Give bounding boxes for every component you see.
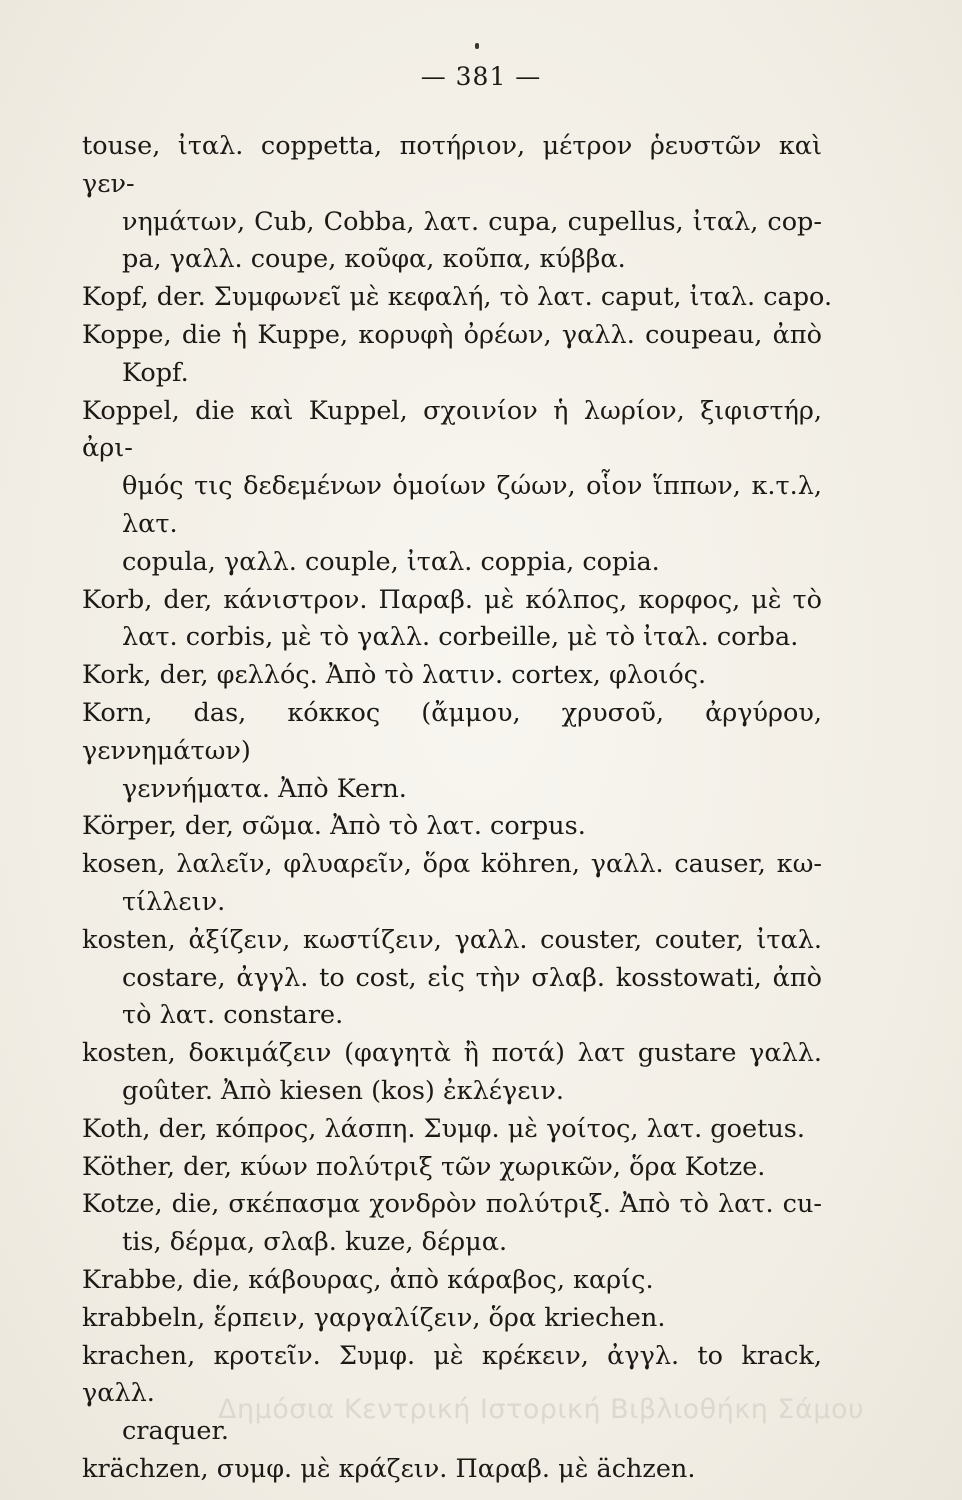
dictionary-entry [82,582,822,658]
entry-continuation: τὸ λατ. constare. [122,1000,344,1031]
entry-headline: Korb, der, κάνιστρον. Παραβ. μὲ κόλπος, κορφος, μὲ τὸ [82,584,822,615]
dictionary-entry [82,1300,822,1338]
entry-continuation: craquer. [122,1416,230,1447]
entry-headline: Kotze, die, σκέπασμα χονδρὸν πολύτριξ. Ἀπὸ τὸ λατ. cu- [82,1189,822,1220]
dictionary-entry [82,846,822,922]
dictionary-entry [82,1035,822,1111]
dictionary-entry [82,1451,822,1489]
entry-headline: Körper, der, σῶμα. Ἀπὸ τὸ λατ. corpus. [82,811,586,842]
entry-headline: Köther, der, κύων πολύτριξ τῶν χωρικῶν, ὅρα Kotze. [82,1151,766,1182]
entry-continuation: νημάτων, Cub, Cobba, λατ. cupa, cupellus, ἰταλ, cop- [122,206,822,237]
entry-headline: kosten, δοκιμάζειν (φαγητὰ ἢ ποτά) λατ gustare γαλλ. [82,1038,822,1069]
entry-headline: touse, ἰταλ. coppetta, ποτήριον, μέτρον ῥευστῶν καὶ γεν- [82,131,822,199]
entry-headline: krächzen, συμφ. μὲ κράζειν. Παραβ. μὲ ächzen. [82,1453,696,1484]
dictionary-entry [82,1262,822,1300]
dictionary-entry [82,657,822,695]
library-watermark: Δημόσια Κεντρική Ιστορική Βιβλιοθήκη Σάμου [218,1394,865,1425]
entry-headline: Koppe, die ἡ Kuppe, κορυφὴ ὀρέων, γαλλ. coupeau, ἀπὸ [82,319,822,350]
entry-continuation: λατ. corbis, μὲ τὸ γαλλ. corbeille, μὲ τὸ ἰταλ. corba. [122,622,799,653]
entry-continuation: Kopf. [122,357,189,388]
dictionary-entry [82,128,822,279]
entry-continuation: τίλλειν. [122,886,226,917]
dictionary-entry [82,1186,822,1262]
entry-continuation: goûter. Ἀπὸ kiesen (kos) ἐκλέγειν. [122,1075,565,1106]
entry-headline: Koppel, die καὶ Kuppel, σχοινίον ἡ λωρίον, ξιφιστήρ, ἀρι- [82,395,822,464]
page-number: — 381 — [420,62,542,91]
entry-continuation: tis, δέρμα, σλαβ. kuze, δέρμα. [122,1227,508,1258]
print-mark [475,43,479,49]
dictionary-entry [82,695,822,808]
dictionary-entry [82,393,822,582]
entry-headline: Krabbe, die, κάβουρας, ἀπὸ κάραβος, καρίς. [82,1264,654,1295]
entry-headline: Kork, der, φελλός. Ἀπὸ τὸ λατιν. cortex, φλοιός. [82,660,707,691]
entry-headline: krabbeln, ἕρπειν, γαργαλίζειν, ὅρα kriechen. [82,1302,666,1333]
dictionary-entry [82,922,822,1035]
entry-continuation: copula, γαλλ. couple, ἰταλ. coppia, copia. [122,546,660,577]
entry-headline: Koth, der, κόπρος, λάσπη. Συμφ. μὲ γοίτος, λατ. goetus. [82,1113,805,1144]
dictionary-entry [82,1111,822,1149]
entry-headline: Korn, das, κόκκος (ἄμμου, χρυσοῦ, ἀργύρου, γεννημάτων) [82,697,822,766]
entry-continuation: γεννήματα. Ἀπὸ Kern. [122,773,407,804]
entry-continuation: costare, ἀγγλ. to cost, εἰς τὴν σλαβ. kosstowati, ἀπὸ [122,962,822,993]
entry-continuation: θμός τις δεδεμένων ὁμοίων ζώων, οἷον ἵππων, κ.τ.λ, λατ. [122,471,822,539]
entry-headline: kosten, ἀξίζειν, κωστίζειν, γαλλ. couster, couter, ἰταλ. [82,924,822,955]
dictionary-entry [82,317,822,393]
dictionary-entry [82,279,833,317]
entry-continuation: pa, γαλλ. coupe, κοῦφα, κοῦπα, κύββα. [122,244,626,275]
dictionary-entry [82,1149,822,1187]
dictionary-entry [82,808,822,846]
entry-headline: kosen, λαλεῖν, φλυαρεῖν, ὅρα köhren, γαλλ. causer, κω- [82,849,822,880]
entry-headline: krachen, κροτεῖν. Συμφ. μὲ κρέκειν, ἀγγλ. to krack, γαλλ. [82,1340,822,1409]
entry-headline: Kopf, der. Συμφωνεῖ μὲ κεφαλή, τὸ λατ. caput, ἰταλ. capo. [82,282,833,313]
dictionary-entries [82,128,833,1489]
